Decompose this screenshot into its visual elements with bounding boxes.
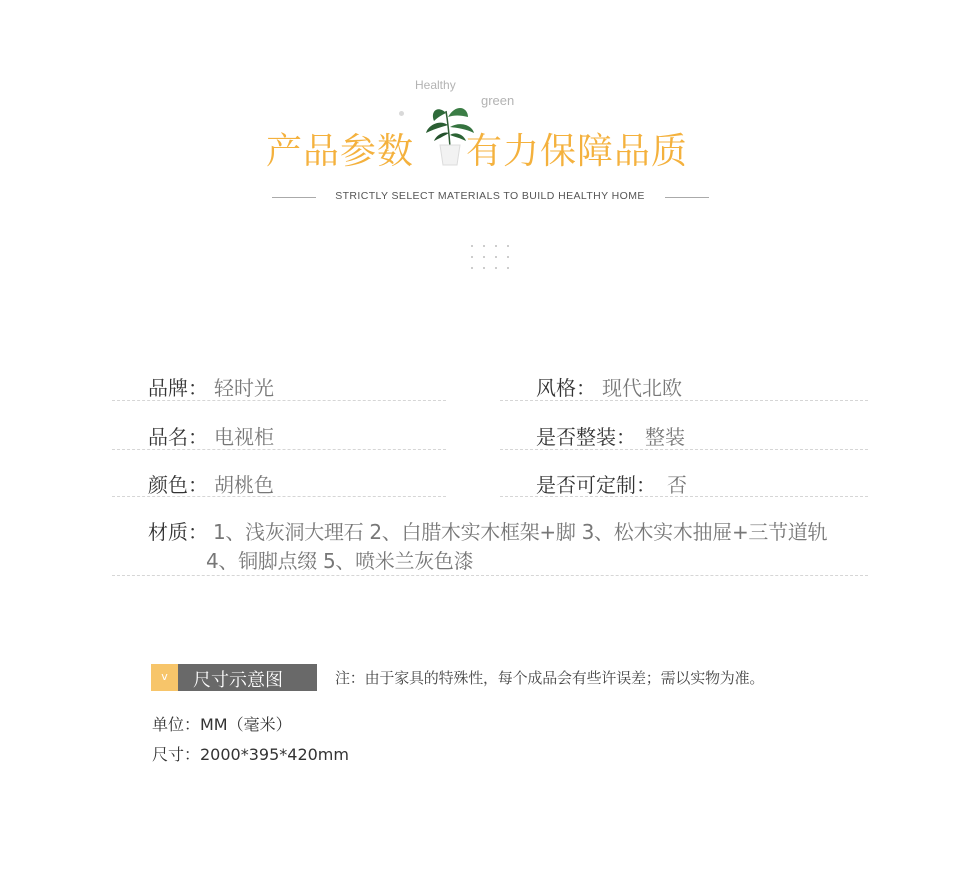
size-line: 尺寸：2000*395*420mm	[152, 745, 349, 764]
spec-product-name	[112, 421, 452, 461]
row-divider	[112, 449, 446, 450]
page-title-right: 有力保障品质	[466, 131, 689, 172]
spec-label: 品名：	[148, 425, 208, 449]
divider-left	[272, 197, 316, 198]
spec-label: 是否可定制：	[536, 473, 656, 497]
row-divider	[112, 496, 446, 497]
row-divider	[500, 400, 868, 401]
spec-material-value-line1: 1、浅灰洞大理石 2、白腊木实木框架+脚 3、松木实木抽屉+三节道轨	[213, 520, 828, 544]
spec-label: 风格：	[536, 376, 596, 400]
spec-value: 现代北欧	[602, 376, 682, 400]
row-divider	[112, 400, 446, 401]
decorative-dot	[399, 111, 404, 116]
spec-brand	[112, 372, 452, 412]
row-divider	[112, 575, 868, 576]
spec-value: 轻时光	[214, 376, 274, 400]
spec-material-value-line2: 4、铜脚点缀 5、喷米兰灰色漆	[206, 549, 474, 573]
spec-value: 否	[667, 473, 687, 497]
size-diagram-tag	[151, 664, 317, 691]
decorative-dots	[471, 245, 515, 273]
spec-customizable	[500, 469, 870, 509]
page-title-left: 产品参数	[266, 131, 415, 172]
healthy-word: Healthy	[415, 78, 456, 92]
spec-label: 品牌：	[148, 376, 208, 400]
spec-value: 电视柜	[214, 425, 274, 449]
spec-style	[500, 372, 870, 412]
tolerance-note: 注：由于家具的特殊性，每个成品会有些许误差；需以实物为准。	[335, 669, 765, 687]
row-divider	[500, 449, 868, 450]
divider-right	[665, 197, 709, 198]
row-divider	[500, 496, 868, 497]
page-subtitle: STRICTLY SELECT MATERIALS TO BUILD HEALTHY HOME	[335, 190, 645, 202]
header-section	[0, 0, 980, 280]
size-diagram-label: 尺寸示意图	[193, 670, 283, 691]
spec-value: 整装	[645, 425, 685, 449]
spec-assembled	[500, 421, 870, 461]
spec-label: 是否整装：	[536, 425, 636, 449]
spec-value: 胡桃色	[214, 473, 274, 497]
spec-material-label: 材质：	[148, 520, 208, 544]
chevron-down-icon: v	[151, 664, 178, 691]
spec-color	[112, 469, 452, 509]
spec-label: 颜色：	[148, 473, 208, 497]
green-word: green	[481, 93, 515, 108]
unit-line: 单位：MM（毫米）	[152, 715, 292, 734]
